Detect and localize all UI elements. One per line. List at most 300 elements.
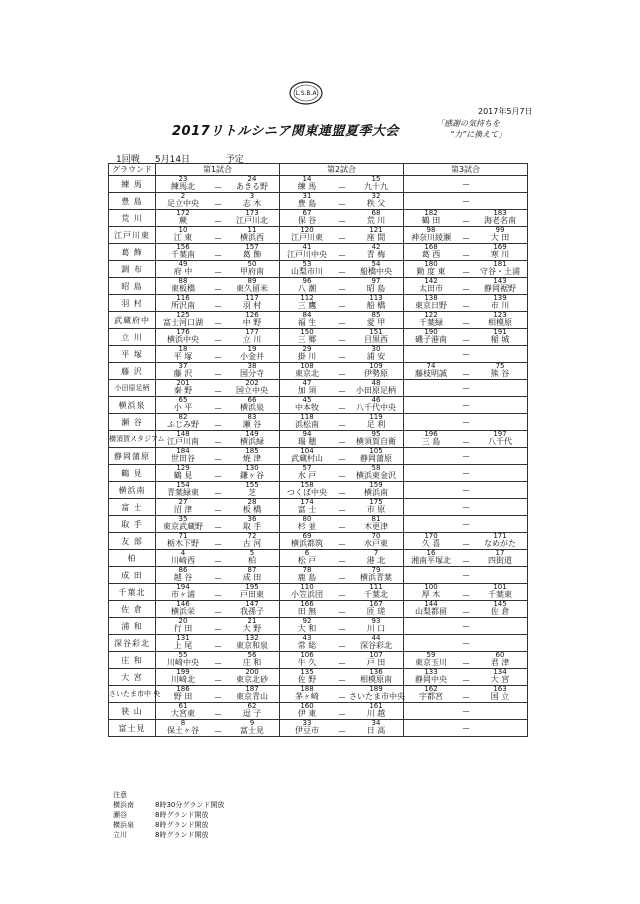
team-name: 荒 川 xyxy=(366,216,386,225)
team-name: 大 和 xyxy=(297,624,317,633)
game-cell xyxy=(280,601,404,618)
team-number: 43 xyxy=(302,634,312,642)
team-number: 98 xyxy=(426,226,436,234)
team-number: 50 xyxy=(247,260,257,268)
header-game-3: 第3試合 xyxy=(404,164,528,176)
team-name: 蕨 xyxy=(179,216,187,225)
team-name: 川 越 xyxy=(366,709,386,718)
team-number: 86 xyxy=(178,566,188,574)
versus-dash: — xyxy=(338,251,346,259)
team-number: 194 xyxy=(176,583,190,591)
team-number: 151 xyxy=(369,328,383,336)
team-number: 2 xyxy=(180,192,186,200)
team-name: 三 鷹 xyxy=(297,301,317,310)
motto xyxy=(436,118,506,140)
versus-dash: — xyxy=(462,622,470,630)
team-number: 147 xyxy=(245,600,259,608)
game-cell xyxy=(404,516,528,533)
versus-dash: — xyxy=(214,455,222,463)
team-name: 横浜東金沢 xyxy=(356,471,396,480)
team-number: 174 xyxy=(300,498,314,506)
table-row xyxy=(109,635,528,652)
team-number: 120 xyxy=(300,226,314,234)
team-name: 川崎北 xyxy=(171,675,195,684)
game-cell xyxy=(404,193,528,210)
team-name: 山梨都留 xyxy=(415,607,447,616)
team-number: 106 xyxy=(300,651,314,659)
versus-dash: — xyxy=(214,608,222,616)
ground-name: 成 田 xyxy=(109,567,156,584)
table-row xyxy=(109,584,528,601)
ground-name: 小田原足柄 xyxy=(109,380,156,397)
versus-dash: — xyxy=(462,418,470,426)
team-name: 国分寺 xyxy=(240,369,264,378)
ground-name: 平 塚 xyxy=(109,346,156,363)
table-row xyxy=(109,329,528,346)
team-number: 28 xyxy=(247,498,257,506)
team-name: 横須賀自衛 xyxy=(356,437,396,446)
team-name: 上 尾 xyxy=(173,641,193,650)
team-name: 横浜西 xyxy=(240,233,264,242)
team-name: 横浜都筑 xyxy=(291,539,323,548)
versus-dash: — xyxy=(214,574,222,582)
team-name: 九十九 xyxy=(364,182,388,191)
team-name: 愛 甲 xyxy=(366,318,386,327)
table-row xyxy=(109,295,528,312)
team-name: 秩 父 xyxy=(366,199,386,208)
team-name: 世田谷 xyxy=(171,454,195,463)
table-row xyxy=(109,703,528,720)
team-number: 191 xyxy=(493,328,507,336)
team-name: 千葉東 xyxy=(488,590,512,599)
game-cell xyxy=(404,363,528,380)
team-number: 156 xyxy=(176,243,190,251)
team-name: 川崎西 xyxy=(171,556,195,565)
table-row xyxy=(109,550,528,567)
team-name: 横浜泉 xyxy=(240,403,264,412)
versus-dash: — xyxy=(338,676,346,684)
versus-dash: — xyxy=(338,319,346,327)
table-row xyxy=(109,448,528,465)
team-number: 200 xyxy=(245,668,259,676)
team-name: 鶴 見 xyxy=(173,471,193,480)
team-name: 港 北 xyxy=(366,556,386,565)
round-label: 1回戦 xyxy=(116,155,140,165)
team-number: 58 xyxy=(371,464,381,472)
table-row xyxy=(109,312,528,329)
team-name: 伊 東 xyxy=(297,709,317,718)
ground-name: 横須賀スタジアム xyxy=(109,431,156,448)
team-number: 36 xyxy=(247,515,257,523)
team-number: 5 xyxy=(249,549,255,557)
team-number: 188 xyxy=(300,685,314,693)
versus-dash: — xyxy=(462,370,470,378)
ground-name: 取 手 xyxy=(109,516,156,533)
team-number: 47 xyxy=(302,379,312,387)
team-number: 96 xyxy=(302,277,312,285)
note-item xyxy=(113,800,224,810)
game-cell xyxy=(156,448,280,465)
motto-line: 「感謝の気持ちを xyxy=(436,119,500,128)
team-number: 133 xyxy=(424,668,438,676)
team-name: 相模原南 xyxy=(360,675,392,684)
team-number: 119 xyxy=(369,413,383,421)
team-name: 伊豆市 xyxy=(295,726,319,735)
versus-dash: — xyxy=(338,387,346,395)
versus-dash: — xyxy=(214,319,222,327)
team-number: 70 xyxy=(371,532,381,540)
versus-dash: — xyxy=(462,234,470,242)
ground-name: 友 部 xyxy=(109,533,156,550)
game-cell xyxy=(280,686,404,703)
game-cell xyxy=(156,380,280,397)
game-cell xyxy=(404,652,528,669)
ground-name: 浦 和 xyxy=(109,618,156,635)
team-number: 138 xyxy=(424,294,438,302)
game-cell xyxy=(404,346,528,363)
game-cell xyxy=(404,720,528,737)
ground-name: 佐 倉 xyxy=(109,601,156,618)
team-number: 8 xyxy=(180,719,186,727)
team-number: 108 xyxy=(300,362,314,370)
team-number: 82 xyxy=(178,413,188,421)
team-name: あきる野 xyxy=(236,182,268,191)
team-name: 我孫子 xyxy=(240,607,264,616)
game-cell xyxy=(156,567,280,584)
game-cell xyxy=(404,550,528,567)
team-number: 37 xyxy=(178,362,188,370)
note-item xyxy=(113,810,224,820)
team-number: 113 xyxy=(369,294,383,302)
team-name: 千葉南 xyxy=(171,250,195,259)
team-number: 195 xyxy=(245,583,259,591)
team-number: 158 xyxy=(300,481,314,489)
versus-dash: — xyxy=(462,180,470,188)
game-cell xyxy=(404,448,528,465)
note-text: 8時グランド開放 xyxy=(155,831,209,839)
schedule-table xyxy=(108,163,528,737)
team-name: 横浜緑 xyxy=(240,437,264,446)
team-number: 126 xyxy=(245,311,259,319)
game-cell xyxy=(404,499,528,516)
team-name: 横浜栄 xyxy=(171,607,195,616)
game-cell xyxy=(280,669,404,686)
team-number: 78 xyxy=(302,566,312,574)
versus-dash: — xyxy=(338,455,346,463)
game-cell xyxy=(404,669,528,686)
team-number: 38 xyxy=(247,362,257,370)
team-number: 59 xyxy=(426,651,436,659)
team-name: 大 野 xyxy=(242,624,262,633)
team-number: 23 xyxy=(178,175,188,183)
team-name: 武蔵村山 xyxy=(291,454,323,463)
team-number: 125 xyxy=(176,311,190,319)
team-number: 55 xyxy=(178,651,188,659)
game-cell xyxy=(156,227,280,244)
team-name: 沼 津 xyxy=(173,505,193,514)
team-number: 175 xyxy=(369,498,383,506)
team-number: 121 xyxy=(369,226,383,234)
versus-dash: — xyxy=(338,574,346,582)
team-name: 富 士 xyxy=(297,505,317,514)
game-cell xyxy=(156,210,280,227)
game-cell xyxy=(280,567,404,584)
team-number: 173 xyxy=(245,209,259,217)
team-number: 45 xyxy=(302,396,312,404)
versus-dash: — xyxy=(462,350,470,358)
team-name: 君 津 xyxy=(490,658,510,667)
versus-dash: — xyxy=(214,370,222,378)
game-cell xyxy=(280,363,404,380)
game-cell xyxy=(404,482,528,499)
team-name: 磯子港南 xyxy=(415,335,447,344)
team-number: 154 xyxy=(176,481,190,489)
table-row xyxy=(109,193,528,210)
team-number: 155 xyxy=(245,481,259,489)
team-number: 181 xyxy=(493,260,507,268)
game-cell xyxy=(156,635,280,652)
game-cell xyxy=(404,431,528,448)
team-number: 171 xyxy=(493,532,507,540)
versus-dash: — xyxy=(462,557,470,565)
note-text: 8時30分グランド開放 xyxy=(155,801,225,809)
team-number: 196 xyxy=(424,430,438,438)
team-number: 16 xyxy=(426,549,436,557)
team-number: 170 xyxy=(424,532,438,540)
versus-dash: — xyxy=(338,183,346,191)
ground-name: 瀬 谷 xyxy=(109,414,156,431)
team-name: 板 橋 xyxy=(242,505,262,514)
team-name: 足立中央 xyxy=(167,199,199,208)
team-name: なめがた xyxy=(484,539,516,548)
ground-name: 千葉北 xyxy=(109,584,156,601)
team-number: 72 xyxy=(247,532,257,540)
versus-dash: — xyxy=(462,608,470,616)
team-name: 東京日野 xyxy=(415,301,447,310)
game-cell xyxy=(280,312,404,329)
team-number: 95 xyxy=(371,430,381,438)
versus-dash: — xyxy=(214,438,222,446)
table-row xyxy=(109,244,528,261)
ground-name: 調 布 xyxy=(109,261,156,278)
team-name: 横浜青葉 xyxy=(360,573,392,582)
team-number: 177 xyxy=(245,328,259,336)
team-name: 八千代 xyxy=(488,437,512,446)
team-number: 68 xyxy=(371,209,381,217)
team-name: 東京北 xyxy=(295,369,319,378)
ground-name: 葛 飾 xyxy=(109,244,156,261)
versus-dash: — xyxy=(462,401,470,409)
team-name: 羽 村 xyxy=(242,301,262,310)
team-name: 焼 津 xyxy=(242,454,262,463)
versus-dash: — xyxy=(338,472,346,480)
team-name: 東京玉川 xyxy=(415,658,447,667)
team-name: 立 川 xyxy=(242,335,262,344)
game-cell xyxy=(404,414,528,431)
team-number: 81 xyxy=(371,515,381,523)
team-name: 三 島 xyxy=(421,437,441,446)
header-game-2: 第2試合 xyxy=(280,164,404,176)
team-number: 143 xyxy=(493,277,507,285)
table-row xyxy=(109,720,528,737)
team-name: 瀬 谷 xyxy=(242,420,262,429)
table-row xyxy=(109,176,528,193)
versus-dash: — xyxy=(462,591,470,599)
versus-dash: — xyxy=(338,336,346,344)
team-name: 戸田東 xyxy=(240,590,264,599)
team-name: 山梨市川 xyxy=(291,267,323,276)
versus-dash: — xyxy=(338,200,346,208)
versus-dash: — xyxy=(338,285,346,293)
game-cell xyxy=(404,227,528,244)
game-cell xyxy=(156,261,280,278)
team-name: 田 無 xyxy=(297,607,317,616)
team-number: 118 xyxy=(300,413,314,421)
team-name: 佐 倉 xyxy=(490,607,510,616)
versus-dash: — xyxy=(338,489,346,497)
team-name: 練馬北 xyxy=(171,182,195,191)
team-number: 136 xyxy=(369,668,383,676)
versus-dash: — xyxy=(214,523,222,531)
versus-dash: — xyxy=(338,506,346,514)
team-number: 80 xyxy=(302,515,312,523)
table-row xyxy=(109,278,528,295)
team-number: 19 xyxy=(247,345,257,353)
table-row xyxy=(109,686,528,703)
game-cell xyxy=(280,244,404,261)
team-name: 牛 久 xyxy=(297,658,317,667)
team-name: 行 田 xyxy=(173,624,193,633)
table-row xyxy=(109,601,528,618)
header-ground: グラウンド xyxy=(109,164,156,176)
versus-dash: — xyxy=(338,625,346,633)
game-cell xyxy=(156,669,280,686)
team-name: 水 戸 xyxy=(297,471,317,480)
game-cell xyxy=(280,448,404,465)
round-status: 予定 xyxy=(225,155,244,165)
team-number: 187 xyxy=(245,685,259,693)
table-row xyxy=(109,516,528,533)
versus-dash: — xyxy=(462,319,470,327)
note-text: 8時グランド開放 xyxy=(155,821,209,829)
team-name: 江 東 xyxy=(173,233,193,242)
game-cell xyxy=(156,295,280,312)
table-row xyxy=(109,380,528,397)
team-number: 48 xyxy=(371,379,381,387)
versus-dash: — xyxy=(214,200,222,208)
team-name: 八千代中央 xyxy=(356,403,396,412)
game-cell xyxy=(404,176,528,193)
versus-dash: — xyxy=(214,472,222,480)
versus-dash: — xyxy=(214,540,222,548)
game-cell xyxy=(280,380,404,397)
versus-dash: — xyxy=(462,336,470,344)
table-row xyxy=(109,567,528,584)
team-name: 保 谷 xyxy=(297,216,317,225)
game-cell xyxy=(280,499,404,516)
team-number: 149 xyxy=(245,430,259,438)
versus-dash: — xyxy=(338,642,346,650)
versus-dash: — xyxy=(338,353,346,361)
versus-dash: — xyxy=(214,659,222,667)
versus-dash: — xyxy=(338,370,346,378)
game-cell xyxy=(404,210,528,227)
team-number: 89 xyxy=(247,277,257,285)
table-row xyxy=(109,482,528,499)
game-cell xyxy=(280,397,404,414)
game-cell xyxy=(404,465,528,482)
team-number: 117 xyxy=(245,294,259,302)
versus-dash: — xyxy=(462,268,470,276)
team-name: 東久留米 xyxy=(236,284,268,293)
team-number: 32 xyxy=(371,192,381,200)
team-number: 129 xyxy=(176,464,190,472)
team-name: 四街道 xyxy=(488,556,512,565)
versus-dash: — xyxy=(214,710,222,718)
versus-dash: — xyxy=(214,251,222,259)
team-name: 平 塚 xyxy=(173,352,193,361)
team-name: 江戸川南 xyxy=(167,437,199,446)
team-name: 千葉緑 xyxy=(419,318,443,327)
game-cell xyxy=(404,329,528,346)
team-number: 157 xyxy=(245,243,259,251)
versus-dash: — xyxy=(214,591,222,599)
table-row xyxy=(109,652,528,669)
versus-dash: — xyxy=(462,707,470,715)
game-cell xyxy=(280,584,404,601)
game-cell xyxy=(156,346,280,363)
team-number: 161 xyxy=(369,702,383,710)
team-number: 21 xyxy=(247,617,257,625)
team-number: 116 xyxy=(176,294,190,302)
team-name: 川 口 xyxy=(366,624,386,633)
team-number: 67 xyxy=(302,209,312,217)
ground-name: 富 士 xyxy=(109,499,156,516)
team-number: 160 xyxy=(300,702,314,710)
team-number: 84 xyxy=(302,311,312,319)
team-name: 伊勢原 xyxy=(364,369,388,378)
game-cell xyxy=(156,193,280,210)
ground-name: 荒 川 xyxy=(109,210,156,227)
team-name: 小金井 xyxy=(240,352,264,361)
team-number: 163 xyxy=(493,685,507,693)
versus-dash: — xyxy=(214,336,222,344)
versus-dash: — xyxy=(462,724,470,732)
game-cell xyxy=(156,414,280,431)
team-number: 93 xyxy=(371,617,381,625)
team-number: 6 xyxy=(304,549,310,557)
versus-dash: — xyxy=(462,486,470,494)
team-name: 横浜南 xyxy=(364,488,388,497)
game-cell xyxy=(280,193,404,210)
ground-name: 武蔵府中 xyxy=(109,312,156,329)
versus-dash: — xyxy=(214,387,222,395)
ground-name: 立 川 xyxy=(109,329,156,346)
versus-dash: — xyxy=(462,452,470,460)
game-cell xyxy=(404,533,528,550)
team-name: 浜松南 xyxy=(295,420,319,429)
team-number: 172 xyxy=(176,209,190,217)
game-cell xyxy=(156,686,280,703)
game-cell xyxy=(404,380,528,397)
game-cell xyxy=(404,703,528,720)
team-name: 甲府南 xyxy=(240,267,264,276)
team-name: 東京武蔵野 xyxy=(163,522,203,531)
game-cell xyxy=(280,550,404,567)
team-number: 111 xyxy=(369,583,383,591)
versus-dash: — xyxy=(462,639,470,647)
ground-name: 大 宮 xyxy=(109,669,156,686)
